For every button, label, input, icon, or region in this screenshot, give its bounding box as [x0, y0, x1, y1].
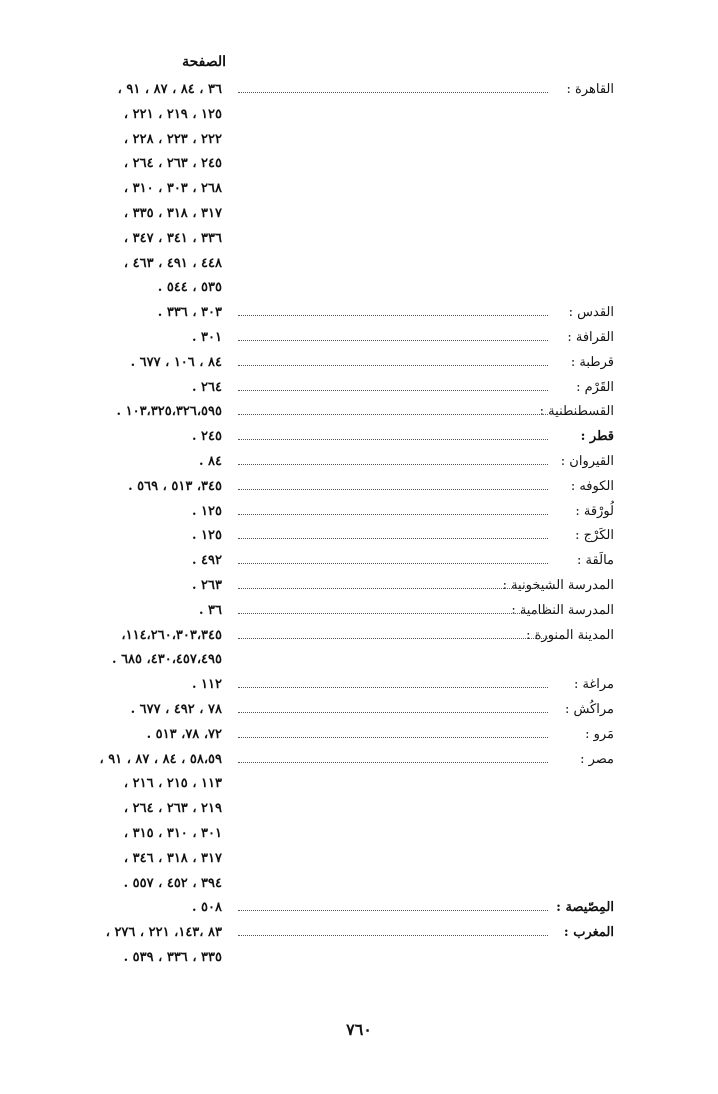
index-entry	[0, 477, 718, 502]
index-entry	[0, 80, 718, 105]
index-entry	[0, 601, 718, 626]
dot-leader	[238, 489, 548, 490]
index-entry	[0, 303, 718, 328]
dot-leader	[238, 514, 548, 515]
index-entry	[0, 551, 718, 576]
index-entry	[0, 427, 718, 452]
dot-leader	[238, 638, 548, 639]
index-entry	[0, 105, 718, 130]
page-references: ٢٦٣ .	[191, 577, 222, 593]
place-name: القرافة :	[567, 329, 614, 345]
page-references: ٣٣٦ ، ٣٤١ ، ٣٤٧ ،	[123, 230, 222, 246]
page-references: ٨٤ ، ١٠٦ ، ٦٧٧ .	[130, 354, 222, 370]
dot-leader	[238, 687, 548, 688]
index-entry	[0, 725, 718, 750]
place-name: القاهرة :	[566, 82, 614, 97]
index-entry	[0, 278, 718, 303]
dot-leader	[238, 365, 548, 366]
page-column-header: الصفحة	[182, 54, 226, 70]
page-references: ٤٤٨ ، ٤٩١ ، ٤٦٣ ،	[123, 255, 222, 271]
index-entry	[0, 254, 718, 279]
dot-leader	[238, 439, 548, 440]
page-references: ٣٠٣ ، ٣٣٦ .	[157, 305, 222, 321]
place-name: المدينة المنورة :	[526, 627, 614, 643]
dot-leader	[238, 414, 548, 415]
page-references: ٣٠١ ، ٣١٠ ، ٣١٥ ،	[123, 825, 222, 841]
place-name: لُورْقة :	[575, 503, 614, 519]
index-entry	[0, 824, 718, 849]
page-references: ٤٩٢ .	[191, 553, 222, 569]
page-references: ٣٤٥، ٥١٣ ، ٥٦٩ .	[128, 478, 222, 494]
dot-leader	[238, 538, 548, 539]
index-entry	[0, 576, 718, 601]
page-references: ٢٦٤ .	[191, 379, 222, 395]
place-name: مراكُش :	[564, 701, 614, 717]
page-references: ٤٣٠،٤٥٧،٤٩٥، ٦٨٥ .	[112, 652, 222, 668]
index-entry	[0, 179, 718, 204]
index-entry	[0, 700, 718, 725]
place-name: المدرسة النظامية :	[511, 602, 614, 618]
page-number: ٧٦٠	[346, 1020, 372, 1039]
index-entry	[0, 154, 718, 179]
page-references: ٢٦٨ ، ٣٠٣ ، ٣١٠ ،	[123, 181, 222, 197]
place-name: المغرب :	[563, 925, 614, 941]
index-entry	[0, 675, 718, 700]
dot-leader	[238, 712, 548, 713]
index-entry	[0, 353, 718, 378]
dot-leader	[238, 464, 548, 465]
index-entry	[0, 502, 718, 527]
place-name: مَرو :	[585, 726, 614, 742]
page-references: ٣١٧ ، ٣١٨ ، ٣٣٥ ،	[123, 205, 222, 221]
page-references: ٥٠٨ .	[191, 900, 222, 916]
dot-leader	[238, 315, 548, 316]
page-references: ٧٢، ٧٨، ٥١٣ .	[146, 726, 222, 742]
index-entry	[0, 526, 718, 551]
dot-leader	[238, 390, 548, 391]
index-entry	[0, 948, 718, 973]
index-entry	[0, 923, 718, 948]
page-references: ٧٨ ، ٤٩٢ ، ٦٧٧ .	[130, 701, 222, 717]
page-references: ١١٢ .	[191, 677, 222, 693]
place-name: قرطبة :	[570, 354, 614, 370]
index-list	[0, 80, 718, 973]
index-entry	[0, 402, 718, 427]
page-references: ٣١٧ ، ٣١٨ ، ٣٤٦ ،	[123, 850, 222, 866]
place-name: المِصّيصة :	[556, 900, 614, 916]
place-name: القسطنطنية :	[539, 404, 614, 420]
index-entry	[0, 378, 718, 403]
index-entry	[0, 849, 718, 874]
index-entry	[0, 626, 718, 651]
page-references: ٥٨،٥٩ ، ٨٤ ، ٨٧ ، ٩١ ،	[99, 751, 222, 767]
page-references: ١٢٥ .	[191, 503, 222, 519]
dot-leader	[238, 588, 548, 589]
index-entry	[0, 750, 718, 775]
page-references: ٣٠١ .	[191, 329, 222, 345]
page-references: ٢١٩ ، ٢٦٣ ، ٢٦٤ ،	[123, 801, 222, 817]
dot-leader	[238, 762, 548, 763]
page-references: ٢٤٥ .	[191, 429, 222, 445]
page-references: ٣٦ ، ٨٤ ، ٨٧ ، ٩١ ،	[117, 82, 222, 97]
index-entry	[0, 650, 718, 675]
dot-leader	[238, 340, 548, 341]
index-entry	[0, 874, 718, 899]
page-references: ٣٦ .	[198, 602, 222, 618]
page-references: ٣٣٥ ، ٣٣٦ ، ٥٣٩ .	[123, 949, 222, 965]
dot-leader	[238, 613, 548, 614]
page-references: ٣٩٤ ، ٤٥٢ ، ٥٥٧ .	[123, 875, 222, 891]
place-name: القيروان :	[560, 453, 614, 469]
place-name: مراغة :	[573, 677, 614, 693]
page-references: ٥٣٥ ، ٥٤٤ .	[157, 280, 222, 296]
index-entry	[0, 799, 718, 824]
index-entry	[0, 204, 718, 229]
index-entry	[0, 328, 718, 353]
page-references: ١٠٣،٣٢٥،٣٢٦،٥٩٥ .	[116, 404, 222, 420]
index-entry	[0, 229, 718, 254]
place-name: الكوفه :	[570, 478, 614, 494]
page-references: ٢٢٢ ، ٢٢٣ ، ٢٢٨ ،	[123, 131, 222, 147]
dot-leader	[238, 563, 548, 564]
place-name: القَرْم :	[576, 379, 614, 395]
page-references: ١٢٥ ، ٢١٩ ، ٢٢١ ،	[123, 106, 222, 122]
index-entry	[0, 774, 718, 799]
place-name: قطر :	[580, 429, 614, 445]
dot-leader	[238, 935, 548, 936]
page-references: ١١٤،٢٦٠،٣٠٣،٣٤٥،	[121, 627, 222, 643]
place-name: المدرسة الشيخونية :	[502, 577, 614, 593]
place-name: القدس :	[568, 305, 614, 321]
index-entry	[0, 898, 718, 923]
index-entry	[0, 452, 718, 477]
place-name: مصر :	[580, 751, 614, 767]
page-references: ٨٣ ،١٤٣، ٢٢١ ، ٢٧٦ ،	[105, 925, 222, 941]
page-references: ٨٤ .	[198, 453, 222, 469]
dot-leader	[238, 737, 548, 738]
page-references: ١٢٥ .	[191, 528, 222, 544]
dot-leader	[238, 910, 548, 911]
page-references: ١١٣ ، ٢١٥ ، ٢١٦ ،	[123, 776, 222, 792]
place-name: مالَقة :	[577, 553, 614, 569]
page-references: ٢٤٥ ، ٢٦٣ ، ٢٦٤ ،	[123, 156, 222, 172]
place-name: الكَرْج :	[575, 528, 614, 544]
dot-leader	[238, 92, 548, 93]
index-entry	[0, 130, 718, 155]
